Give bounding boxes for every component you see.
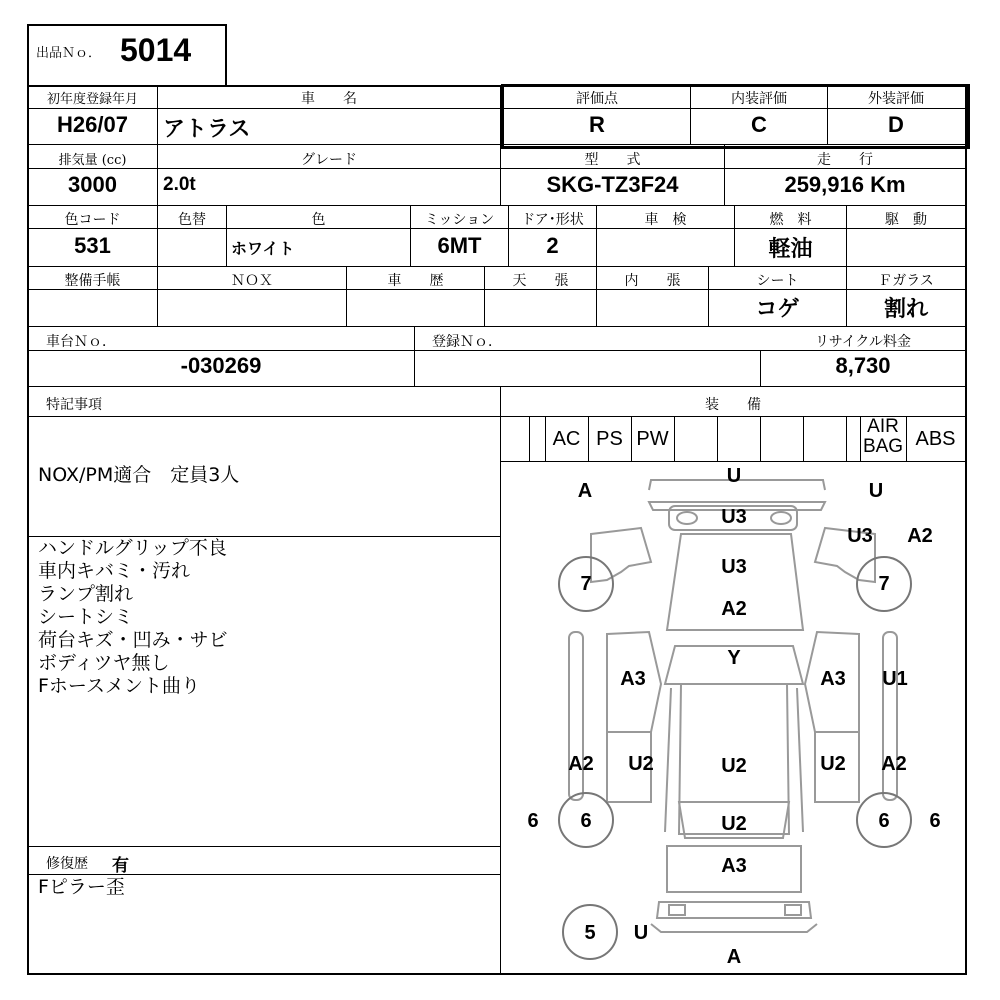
notes-label: 特記事項	[46, 397, 102, 413]
service-label: 整備手帳	[64, 273, 121, 289]
repair-value: 有	[112, 856, 129, 875]
mark-bed-rear: U2	[721, 813, 747, 835]
door-label: ドア･形状	[521, 212, 584, 228]
fuel-label: 燃 料	[769, 212, 812, 228]
model-label: 型 式	[584, 152, 641, 168]
first-registration: H26/07	[57, 112, 128, 137]
mark-front-bumper: U3	[721, 506, 747, 528]
equip-ps: PS	[596, 428, 623, 450]
mark-rear-u: U	[633, 922, 649, 944]
inspection-label: 車 検	[644, 212, 687, 228]
fuel: 軽油	[768, 236, 813, 261]
nox-label: ＮＯＸ	[231, 273, 273, 289]
door: 2	[546, 233, 559, 258]
mark-bed-center: U2	[721, 755, 747, 777]
displacement-label: 排気量 (cc)	[58, 153, 127, 168]
mark-tire-rl-outer: 6	[527, 810, 539, 832]
note-line: ランプ割れ	[38, 583, 134, 605]
car-name: アトラス	[163, 116, 251, 141]
mark-right-door: A3	[820, 668, 846, 690]
mark-tire-rr-outer: 6	[929, 810, 941, 832]
notes-list	[38, 537, 228, 698]
mark-right-fender-top: U3	[847, 525, 873, 547]
recycle-label: リサイクル料金	[814, 334, 912, 350]
mark-spare: 5	[584, 922, 596, 944]
equipment-label: 装 備	[705, 397, 761, 413]
repair-detail: Fピラー歪	[38, 876, 125, 898]
exterior-label: 外装評価	[868, 91, 924, 107]
color-code-label: 色コード	[64, 212, 121, 228]
note-line: シートシミ	[38, 606, 134, 628]
mark-front-right-corner: U	[868, 480, 884, 502]
interior-grade: C	[751, 112, 767, 137]
mark-right-rear: A2	[881, 753, 907, 775]
mark-tire-rl: 6	[580, 810, 592, 832]
color-change-label: 色替	[178, 212, 206, 228]
recycle-fee: 8,730	[835, 353, 891, 378]
equip-airbag: AIR BAG	[862, 416, 904, 457]
mark-hood-1: U3	[721, 556, 747, 578]
year-label: 初年度登録年月	[46, 92, 138, 107]
mileage-label: 走 行	[817, 152, 873, 168]
color: ホワイト	[231, 241, 295, 258]
color-code: 531	[74, 233, 111, 258]
score: R	[589, 112, 605, 137]
roof-label: 天 張	[512, 273, 569, 289]
note-line: ボディツヤ無し	[38, 652, 170, 674]
chassis-number: -030269	[180, 353, 262, 378]
mark-tailgate: A3	[721, 855, 747, 877]
glass-label: Ｆガラス	[878, 273, 934, 289]
glass: 割れ	[883, 296, 928, 321]
mark-tire-fr: 7	[878, 573, 890, 595]
note-line: 車内キバミ・汚れ	[38, 560, 191, 582]
mark-right-door-side: U1	[882, 668, 908, 690]
note-line: ハンドルグリップ不良	[38, 537, 227, 559]
mark-left-rear-2: U2	[628, 753, 654, 775]
mark-left-rear: A2	[568, 753, 594, 775]
drive-label: 駆 動	[885, 212, 927, 228]
color-label: 色	[311, 212, 326, 228]
mark-rear: A	[726, 946, 742, 968]
chassis-label: 車台Ｎｏ．	[46, 334, 116, 350]
mark-front-left-corner: A	[577, 480, 593, 502]
lot-label: 出品Ｎｏ．	[36, 46, 102, 61]
mission-label: ミッション	[424, 212, 495, 228]
mark-hood-2: A2	[721, 598, 747, 620]
seat-label: シート	[756, 273, 799, 289]
mark-tire-fl: 7	[580, 573, 592, 595]
equip-abs: ABS	[915, 428, 956, 450]
mark-front: U	[726, 465, 742, 487]
exterior-grade: D	[888, 112, 904, 137]
mark-left-door: A3	[620, 668, 646, 690]
car-name-label: 車 名	[301, 91, 357, 107]
mark-cab-roof: Y	[727, 647, 741, 669]
note-line: 荷台キズ・凹み・サビ	[38, 629, 228, 651]
model: SKG-TZ3F24	[546, 172, 679, 197]
interior-label: 内装評価	[731, 91, 787, 107]
reg-label: 登録Ｎｏ．	[432, 334, 502, 350]
seat: コゲ	[755, 296, 800, 321]
equip-pw: PW	[636, 428, 669, 450]
mark-right-fender-side: A2	[907, 525, 933, 547]
grade: 2.0t	[163, 174, 196, 195]
note-line: Fホースメント曲り	[38, 675, 200, 697]
lot-number: 5014	[120, 32, 192, 68]
displacement: 3000	[68, 172, 117, 197]
mark-right-rear-2: U2	[820, 753, 846, 775]
score-label: 評価点	[576, 91, 618, 107]
interior-trim-label: 内 張	[624, 273, 681, 289]
mission: 6MT	[437, 233, 482, 258]
grade-label: グレード	[301, 152, 357, 168]
mark-tire-rr: 6	[878, 810, 890, 832]
mileage: 259,916 Km	[784, 172, 906, 197]
history-label: 車 歴	[387, 273, 444, 289]
repair-label: 修復歴	[46, 856, 88, 872]
notes-main: NOX/PM適合 定員3人	[38, 464, 240, 486]
equip-ac: AC	[552, 428, 581, 450]
